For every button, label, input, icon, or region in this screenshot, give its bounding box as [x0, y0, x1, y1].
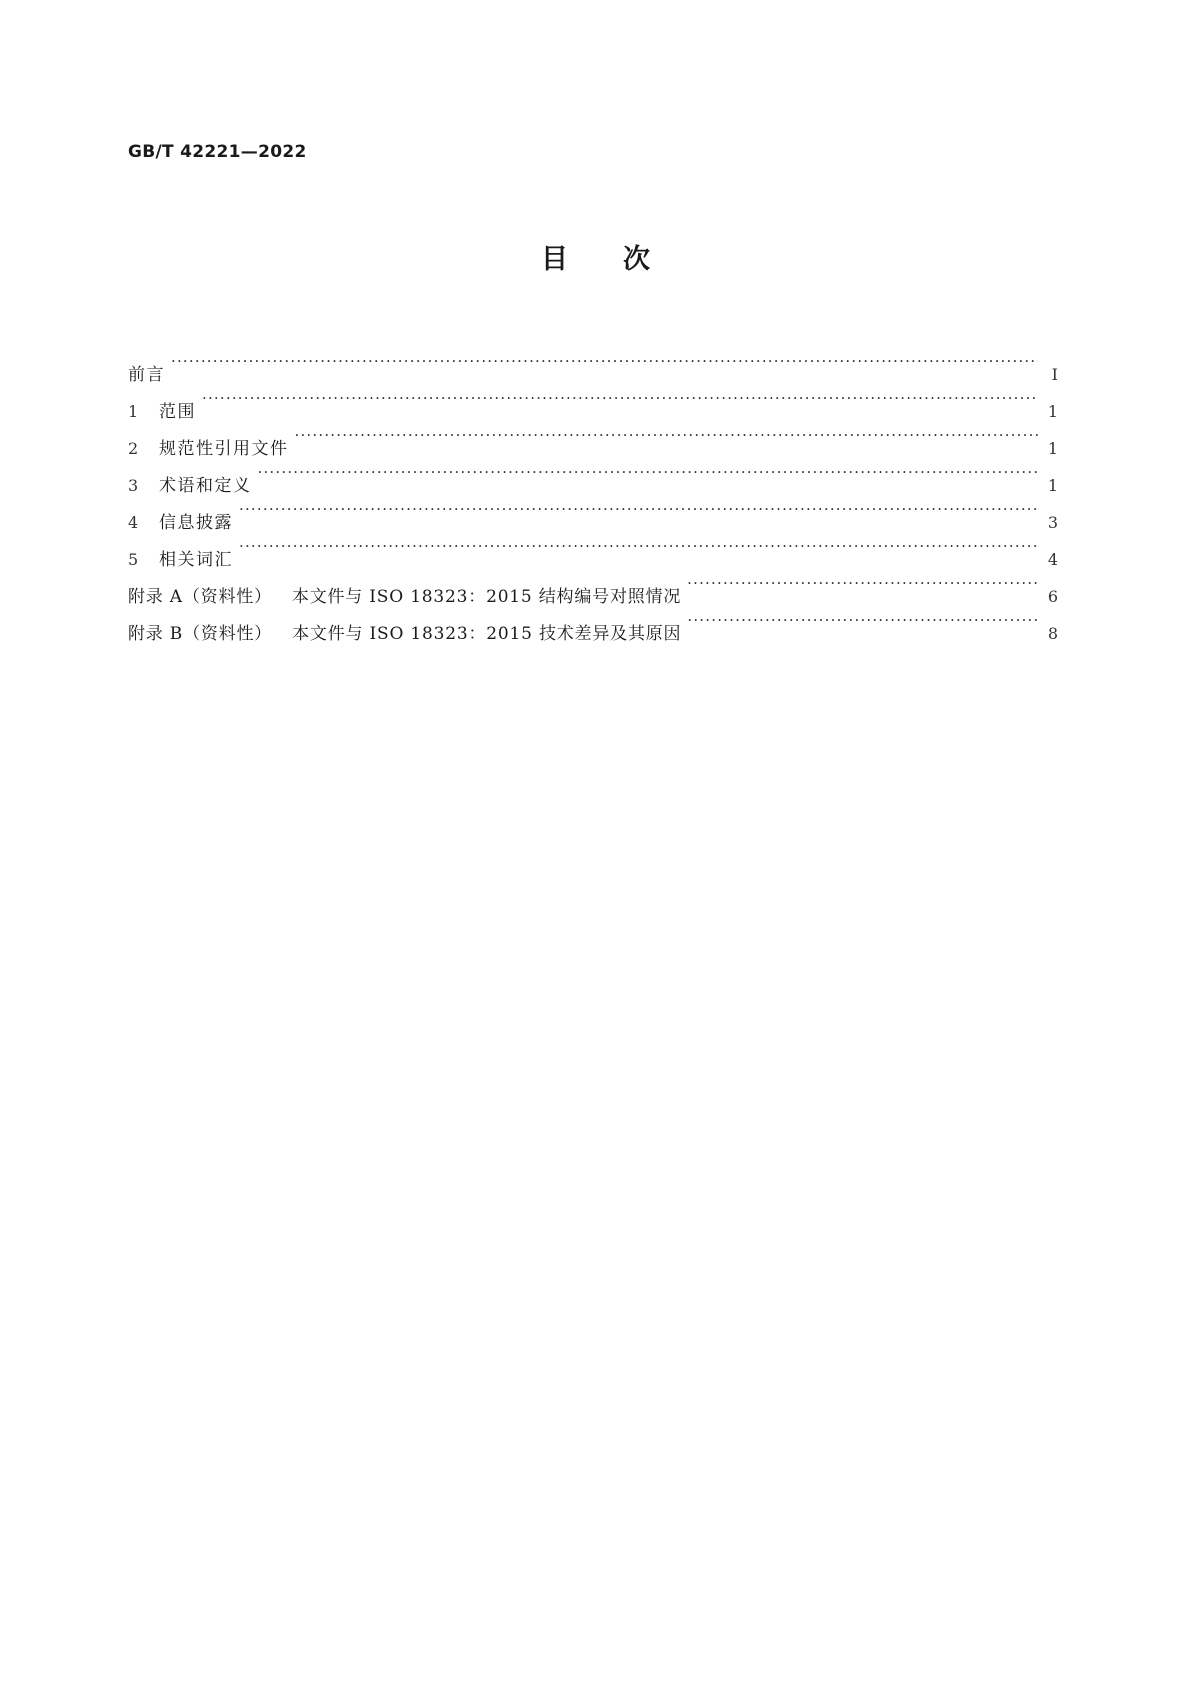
toc-entry-number: 5	[128, 550, 139, 569]
toc-page-number: 1	[1047, 476, 1058, 495]
toc-leader-dots	[258, 454, 1039, 491]
toc-entry-label: 相关词汇	[159, 550, 233, 570]
toc-entry-label: 规范性引用文件	[159, 439, 289, 459]
toc-entry-appendix-a[interactable]	[128, 565, 1058, 607]
toc-entry-number: 4	[128, 513, 139, 532]
toc-appendix-title: 本文件与 ISO 18323：2015 结构编号对照情况	[291, 587, 682, 607]
toc-entry-related-vocabulary[interactable]	[128, 528, 1058, 570]
toc-entry-label: 范围	[159, 402, 196, 422]
toc-entry-normative-references[interactable]	[128, 417, 1058, 459]
toc-leader-dots	[239, 528, 1038, 565]
toc-page-number: 1	[1047, 439, 1058, 458]
page-title: 目次	[541, 244, 705, 275]
toc-entry-label: 术语和定义	[159, 476, 252, 496]
toc-appendix-label: 附录 B（资料性）	[128, 624, 273, 644]
toc-leader-dots	[687, 565, 1038, 602]
toc-page-number: 1	[1047, 402, 1058, 421]
standard-code: GB/T 42221—2022	[128, 142, 307, 162]
toc-leader-dots	[239, 491, 1038, 528]
toc-entry-number: 2	[128, 439, 139, 458]
toc-entry-label: 前言	[128, 365, 165, 385]
toc-leader-dots	[171, 343, 1038, 380]
toc-leader-dots	[687, 602, 1038, 639]
toc-appendix-label: 附录 A（资料性）	[128, 587, 272, 607]
toc-appendix-title: 本文件与 ISO 18323：2015 技术差异及其原因	[292, 624, 682, 644]
toc-leader-dots	[295, 417, 1039, 454]
toc-entry-information-disclosure[interactable]	[128, 491, 1058, 533]
toc-page-number: Ⅰ	[1051, 365, 1058, 384]
toc-leader-dots	[202, 380, 1038, 417]
toc-page-number: 4	[1047, 550, 1058, 569]
toc-entry-label: 信息披露	[159, 513, 233, 533]
toc-entry-number: 3	[128, 476, 139, 495]
toc-page-number: 6	[1047, 587, 1058, 606]
toc-entry-terms-definitions[interactable]	[128, 454, 1058, 496]
table-of-contents	[128, 343, 1058, 644]
toc-page-number: 8	[1047, 624, 1058, 643]
toc-entry-number: 1	[128, 402, 139, 421]
toc-entry-scope[interactable]	[128, 380, 1058, 422]
toc-entry-foreword[interactable]	[128, 343, 1058, 385]
toc-page-number: 3	[1047, 513, 1058, 532]
